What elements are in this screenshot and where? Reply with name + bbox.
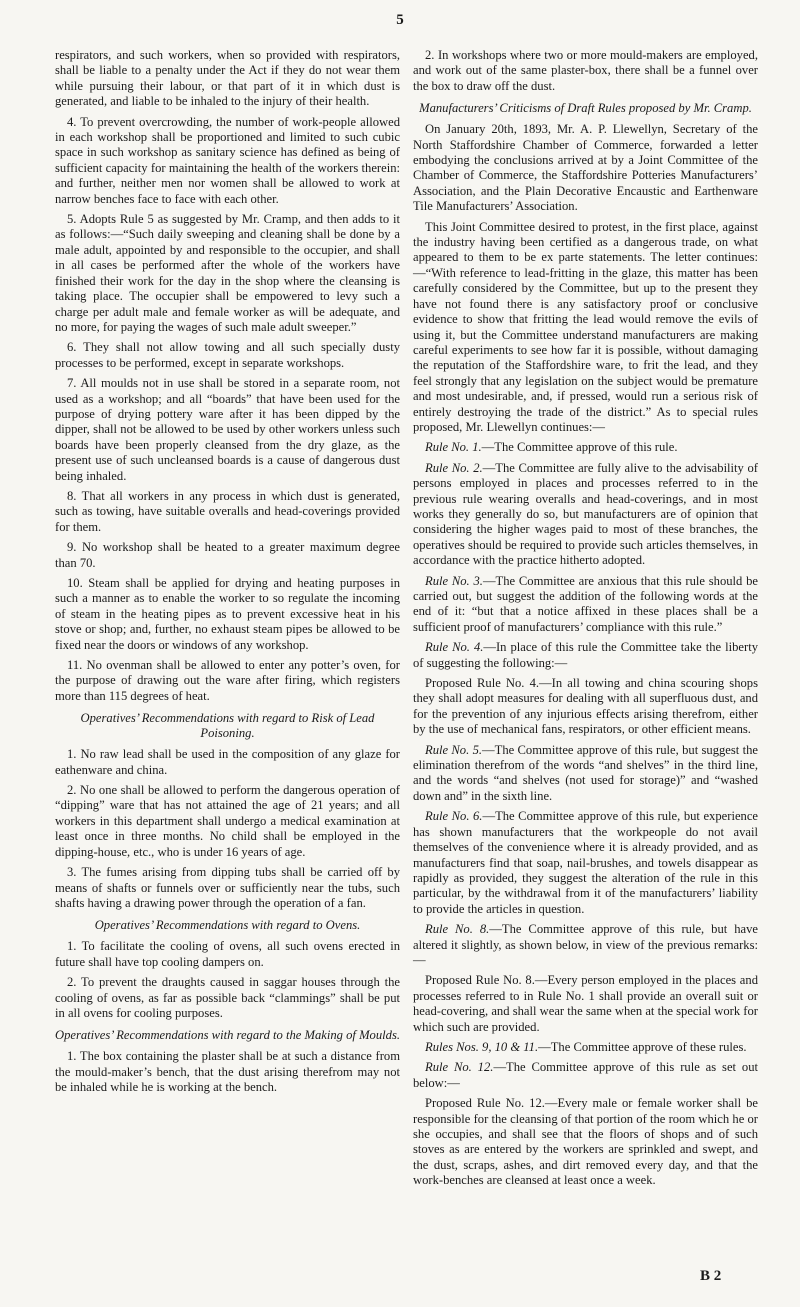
paragraph: 3. The fumes arising from dipping tubs shall be carried off by means of shafts or funnels over or sufficiently near the tubs, such shafts having a drawing power through the operation of a fan. <box>55 865 400 910</box>
paragraph: 1. No raw lead shall be used in the composition of any glaze for eathenware and china. <box>55 747 400 777</box>
rule-text: —The Committee approve of this rule. <box>481 440 678 455</box>
paragraph: 5. Adopts Rule 5 as suggested by Mr. Cramp, and then adds to it as follows:—“Such daily sweeping and cleaning shall be done by a male adult, appointed by and responsible to the occupier, and shall in all cases be performed after the whole of the workers have finished their work for the day in the shop where the cleansing is taking place. The occupier shall be empowered to levy such a charge per adult male and female worker as will be adequate, and no more, for paying the wages of such male adult sweeper.” <box>55 212 400 334</box>
signature-mark: B 2 <box>700 1268 722 1284</box>
rule-label: Rule No. 2. <box>425 460 483 475</box>
rule-text: —The Committee are anxious that this rule should be carried out, but suggest the addition of the following words at the end of it: “but that a notice affixed in these places shall be a sufficient proof of manufacturers’ compliance with this rule.” <box>413 573 758 634</box>
right-column <box>413 48 758 1194</box>
rule-paragraph <box>413 1060 758 1091</box>
paragraph: On January 20th, 1893, Mr. A. P. Llewellyn, Secretary of the North Staffordshire Chamber of Commerce, forwarded a letter embodying the conclusions arrived at by a Joint Committee of the Chamber of Commerce, the Staffordshire Potteries Manufacturers’ Association, and the Plain Decorative Encaustic and Earthenware Tile Manufacturers’ Association. <box>413 122 758 214</box>
rule-label: Rule No. 12. <box>425 1060 494 1075</box>
paragraph: 4. To prevent overcrowding, the number of work-people allowed in each workshop shall be proportioned and limited to such cubic space in such workshop as sanitary science has defined as being of sufficient capacity for maintaining the health of the workers therein: and further, neither men nor women shall be allowed to work at narrow benches face to face with each other. <box>55 114 400 206</box>
rule-paragraph <box>413 743 758 805</box>
rule-label: Rule No. 3. <box>425 573 483 588</box>
section-heading: Manufacturers’ Criticisms of Draft Rules proposed by Mr. Cramp. <box>419 101 752 116</box>
paragraph: Proposed Rule No. 8.—Every person employed in the places and processes referred to in Rule No. 1 shall provide an overall suit or head-covering, and shall wear the same when at the special work for which such are provided. <box>413 973 758 1034</box>
section-heading: Operatives’ Recommendations with regard to the Making of Moulds. <box>55 1028 400 1043</box>
paragraph: 10. Steam shall be applied for drying and heating purposes in such a manner as to enable the worker to so regulate the incoming of steam in the heating pipes as to prevent excessive heat in his stove or shop; and, further, no exhaust steam pipes be allowed to be fixed near the doors or windows of any workshop. <box>55 576 400 652</box>
rule-paragraph <box>413 574 758 636</box>
paragraph: 1. The box containing the plaster shall be at such a distance from the mould-maker’s bench, that the dust arising therefrom may not be inhaled while he is working at the bench. <box>55 1049 400 1095</box>
rule-text: —The Committee approve of this rule as set out below:— <box>413 1060 758 1090</box>
rule-paragraph <box>413 461 758 569</box>
paragraph: 11. No ovenman shall be allowed to enter any potter’s oven, for the purpose of drawing out the ware after firing, which registers more than 115 degrees of heat. <box>55 658 400 703</box>
paragraph: 9. No workshop shall be heated to a greater maximum degree than 70. <box>55 540 400 570</box>
rule-text: —The Committee are fully alive to the advisability of persons employed in places and processes referred to in the previous rule wearing overalls and head-coverings, and in most works they generally do so, but manufacturers are of opinion that considering the higher wages paid to most of these branches, the operatives should be required to provide such articles themselves, in accordance with the practice hitherto adopted. <box>413 460 758 568</box>
paragraph: 7. All moulds not in use shall be stored in a separate room, not used as a workshop; and all “boards” that have been used for the purpose of drying pottery ware after it has been dipped by the dipper, shall not be allowed to be used by other workers unless such boards have been properly cleansed from the dry glaze, as the present use of such uncleansed boards is a cause of dangerous dust being inhaled. <box>55 376 400 483</box>
rule-paragraph <box>413 922 758 968</box>
paragraph: 2. In workshops where two or more mould-makers are employed, and work out of the same plaster-box, there shall be a funnel over the box to draw off the dust. <box>413 48 758 93</box>
page-number: 5 <box>396 12 404 28</box>
rule-text: —The Committee approve of this rule, but have altered it slightly, as shown below, in view of the previous remarks:— <box>413 922 758 967</box>
rule-paragraph <box>413 640 758 671</box>
paragraph: respirators, and such workers, when so provided with respirators, shall be liable to a penalty under the Act if they do not wear them while pursuing their labour, or that part of it in which dust is generated, and liable to be inhaled to the injury of their health. <box>55 48 400 109</box>
rule-text: —The Committee approve of this rule, but suggest the elimination therefrom of the words “and shelves” in the third line, and the words “and shelves (not used for storage)” and “washed down and” in the sixth line. <box>413 742 759 803</box>
rule-paragraph <box>413 440 758 455</box>
rule-text: —The Committee approve of these rules. <box>538 1039 747 1054</box>
rule-paragraph <box>413 809 758 917</box>
section-heading: Operatives’ Recommendations with regard to Risk of Lead Poisoning. <box>80 711 375 741</box>
rule-label: Rule No. 1. <box>425 440 482 455</box>
paragraph: 2. No one shall be allowed to perform the dangerous operation of “dipping” ware that has not attained the age of 21 years; and all workers in this department shall undergo a medical examination at least once in three months. No child shall be employed in the dipping-house, etc., who is under 16 years of age. <box>55 783 400 859</box>
paragraph: 2. To prevent the draughts caused in saggar houses through the cooling of ovens, as far as possible back “clammings” shall be put in all ovens for cooling purposes. <box>55 975 400 1020</box>
rule-label: Rule No. 4. <box>425 640 484 655</box>
paragraph: Proposed Rule No. 4.—In all towing and china scouring shops they shall adopt measures for dealing with all superfluous dust, and for the prevention of any injurious effects arising therefrom, either by the use of mechanical fans, respirators, or other efficient means. <box>413 676 758 737</box>
rule-text: —The Committee approve of this rule, but experience has shown manufacturers that the workpeople do not avail themselves of the convenience where it is already provided, and as manufacturers find that soap, nail-brushes, and towels disappear as rapidly as provided, they suggest the alteration of the rule in this particular, by the withdrawal from it of the manufacturers’ liability to provide the articles in question. <box>413 809 759 916</box>
paragraph: Proposed Rule No. 12.—Every male or female worker shall be responsible for the cleansing of that portion of the room which he or she occupies, and shall see that the floors of shops and of such stoves as are entered by the workers are sprinkled and swept, and the dust, scraps, ashes, and dirt removed every day, and that the work-benches are cleansed at least once a week. <box>413 1096 758 1188</box>
paragraph: 8. That all workers in any process in which dust is generated, such as towing, have suitable overalls and head-coverings provided for them. <box>55 488 400 534</box>
section-heading: Operatives’ Recommendations with regard to Ovens. <box>94 918 361 933</box>
paragraph: 6. They shall not allow towing and all such specially dusty processes to be performed, except in separate workshops. <box>55 340 400 370</box>
rule-label: Rules Nos. 9, 10 & 11. <box>425 1039 539 1054</box>
paragraph: This Joint Committee desired to protest, in the first place, against the industry having been certified as a dangerous trade, on what appeared to them to be ex parte statements. The letter continues:—“With reference to lead-fritting in the glaze, this matter has been carefully considered by the Committee, but up to the present they have not found there is any satisfactory proof or conclusive evidence to show that fritting the lead would remove the evils of using it, but the Committee understand manufacturers are making careful experiments to see how far it is possible, without damaging the reputation of the Staffordshire ware, to frit the lead, and they feel strongly that any legislation on the subject would be premature and most undesirable, and, if pressed, would run a serious risk of entirely destroying the trade of the district.” As to special rules proposed, Mr. Llewellyn continues:— <box>413 219 758 434</box>
rule-text: —In place of this rule the Committee take the liberty of suggesting the following:— <box>413 640 758 670</box>
rule-paragraph <box>413 1040 758 1055</box>
rule-label: Rule No. 5. <box>425 742 483 757</box>
rule-label: Rule No. 8. <box>425 922 490 937</box>
rule-label: Rule No. 6. <box>425 809 483 824</box>
paragraph: 1. To facilitate the cooling of ovens, all such ovens erected in future shall have top cooling dampers on. <box>55 939 400 969</box>
left-column <box>55 48 400 1101</box>
